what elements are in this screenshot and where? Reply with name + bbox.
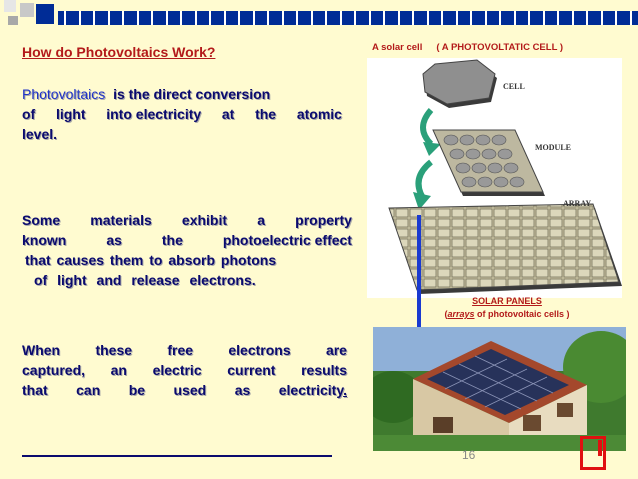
- deco-square: [36, 4, 54, 24]
- para3-line1: [22, 340, 347, 360]
- deco-square: [20, 3, 34, 17]
- title-bar-stripe: [630, 11, 632, 25]
- para2-line2: [22, 230, 352, 250]
- title-bar-stripe: [79, 11, 81, 25]
- title-bar-stripe: [238, 11, 240, 25]
- arrays-link[interactable]: arrays: [447, 309, 475, 319]
- word: as: [234, 382, 251, 398]
- paragraph-electrons: [22, 340, 347, 400]
- title-bar-stripe: [122, 11, 124, 25]
- para2-line3: that causes them to absorb photons: [25, 252, 277, 268]
- deco-square: [4, 0, 16, 12]
- page-number: 16: [462, 448, 476, 462]
- para2-line4: of light and release electrons.: [34, 272, 256, 288]
- word: a: [257, 212, 265, 228]
- solar-panels-caption: [432, 295, 582, 321]
- word: be: [128, 382, 146, 398]
- red-marker-box: [580, 436, 606, 470]
- cell-module-array-diagram: [367, 58, 622, 298]
- title-bar-stripe: [383, 11, 385, 25]
- word: are: [325, 342, 347, 358]
- title-bar-stripe: [528, 11, 530, 25]
- para3-line2: [22, 360, 347, 380]
- figure-title-left: A solar cell: [372, 42, 423, 53]
- title-bar-stripe: [195, 11, 197, 25]
- word: an: [110, 362, 127, 378]
- title-bar-stripe: [601, 11, 603, 25]
- word: Some: [22, 212, 61, 228]
- word: electric: [152, 362, 202, 378]
- curved-arrow-icon: [419, 162, 432, 198]
- title-bar-stripe: [615, 11, 617, 25]
- title-bar-stripe: [398, 11, 400, 25]
- title-bar-stripe: [311, 11, 313, 25]
- caption-line2: (arrays of photovoltaic cells ): [444, 309, 570, 319]
- title-bar-stripe: [253, 11, 255, 25]
- title-bar-stripe: [282, 11, 284, 25]
- word: these: [95, 342, 133, 358]
- house-photo-svg: [373, 327, 626, 451]
- title-bar-stripe: [441, 11, 443, 25]
- para2-line1: [22, 210, 352, 230]
- word: electrons: [228, 342, 291, 358]
- caption-line1: SOLAR PANELS: [472, 296, 542, 306]
- title-bar-stripe: [586, 11, 588, 25]
- red-marker-tick: [598, 440, 602, 456]
- para1-line2: [22, 104, 342, 124]
- word: light: [55, 106, 86, 122]
- title-bar-stripe: [543, 11, 545, 25]
- title-bar-stripe: [137, 11, 139, 25]
- word: results: [301, 362, 347, 378]
- word: used: [173, 382, 207, 398]
- word: captured,: [22, 362, 86, 378]
- cell-label: CELL: [503, 82, 525, 91]
- word: property: [295, 212, 352, 228]
- para1-line1-rest: is the direct conversion: [113, 86, 271, 102]
- title-bar-stripe: [224, 11, 226, 25]
- para1-line3: level.: [22, 126, 58, 142]
- word: current: [227, 362, 276, 378]
- title-bar-stripe: [166, 11, 168, 25]
- footer-divider: [22, 455, 332, 457]
- curved-arrow-icon: [423, 110, 431, 144]
- word: the: [161, 232, 183, 248]
- deco-square: [8, 16, 18, 25]
- word-electricity: electricity.: [278, 382, 347, 398]
- arrow-head-icon: [423, 142, 441, 156]
- word: free: [167, 342, 194, 358]
- word: that: [22, 382, 48, 398]
- cell-shape: [423, 60, 497, 108]
- title-bar-stripe: [354, 11, 356, 25]
- title-bar-stripe: [485, 11, 487, 25]
- word: exhibit: [181, 212, 228, 228]
- figure-title: [372, 42, 563, 53]
- title-bar-stripe: [64, 11, 66, 25]
- title-bar: [58, 11, 638, 25]
- title-bar-stripe: [108, 11, 110, 25]
- title-bar-stripe: [325, 11, 327, 25]
- period: .: [343, 382, 347, 398]
- title-bar-stripe: [296, 11, 298, 25]
- word: as: [106, 232, 122, 248]
- word: at: [221, 106, 235, 122]
- title-bar-stripe: [209, 11, 211, 25]
- word: atomic: [296, 106, 342, 122]
- figure-title-right: ( A PHOTOVOLTATIC CELL ): [436, 42, 564, 53]
- module-shape: [433, 130, 545, 196]
- title-bar-stripe: [514, 11, 516, 25]
- title-bar-stripe: [557, 11, 559, 25]
- title-bar-stripe: [180, 11, 182, 25]
- para3-line3: [22, 380, 347, 400]
- word: known: [22, 232, 67, 248]
- title-bar-stripe: [412, 11, 414, 25]
- para1-line1: [22, 84, 342, 104]
- word: When: [22, 342, 61, 358]
- word: photoelectric effect: [222, 232, 352, 248]
- top-decorative-band: [0, 0, 638, 25]
- word: materials: [90, 212, 152, 228]
- word: the: [255, 106, 277, 122]
- title-bar-stripe: [267, 11, 269, 25]
- diagram-svg: [367, 58, 622, 298]
- title-bar-stripe: [427, 11, 429, 25]
- title-bar-stripe: [470, 11, 472, 25]
- array-shape: [389, 204, 622, 294]
- word: of: [22, 106, 36, 122]
- title-bar-stripe: [151, 11, 153, 25]
- word: into electricity: [106, 106, 202, 122]
- paragraph-photoelectric: [22, 210, 352, 290]
- title-bar-stripe: [572, 11, 574, 25]
- title-bar-stripe: [456, 11, 458, 25]
- title-bar-stripe: [499, 11, 501, 25]
- paragraph-definition: [22, 84, 342, 144]
- slide-title: How do Photovoltaics Work?: [22, 44, 216, 60]
- word: can: [76, 382, 101, 398]
- title-bar-stripe: [369, 11, 371, 25]
- house-solar-photo: [373, 327, 626, 451]
- photovoltaics-term: Photovoltaics: [22, 86, 106, 102]
- array-label: ARRAY: [563, 199, 592, 208]
- module-label: MODULE: [535, 143, 571, 152]
- title-bar-stripe: [340, 11, 342, 25]
- title-bar-stripe: [93, 11, 95, 25]
